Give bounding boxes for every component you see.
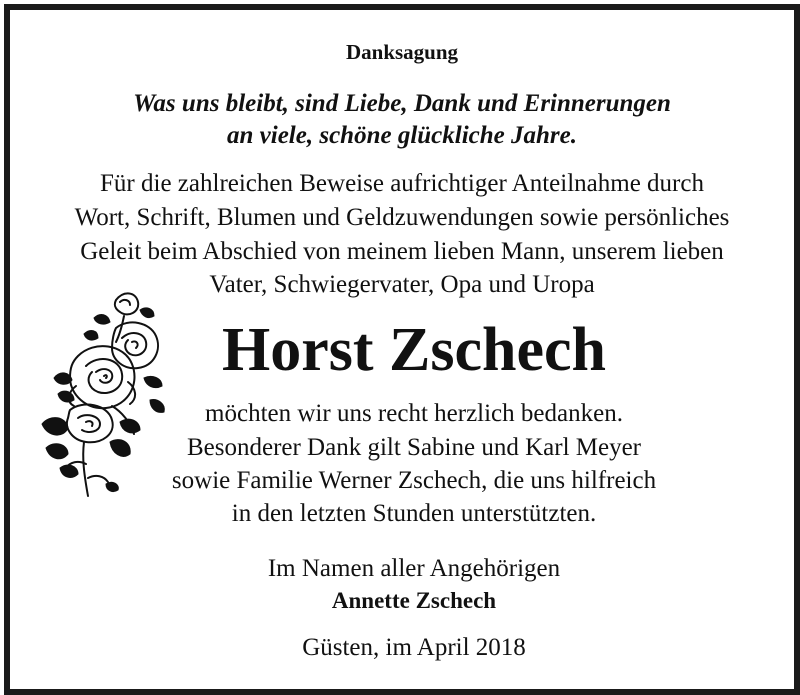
intro-line-4: Vater, Schwiegervater, Opa und Uropa <box>209 271 595 298</box>
place-date: Güsten, im April 2018 <box>302 634 526 661</box>
notice-heading: Danksagung <box>345 40 459 64</box>
motto-line-1: Was uns bleibt, sind Liebe, Dank und Erinnerungen <box>133 90 671 117</box>
thanks-line-4: in den letzten Stunden unterstützten. <box>231 500 597 527</box>
intro-line-3: Geleit beim Abschied von meinem lieben Mann, unserem lieben <box>80 238 724 265</box>
intro-line-2: Wort, Schrift, Blumen und Geldzuwendungen sowie persönliches <box>74 204 730 231</box>
motto-line-2: an viele, schöne glückliche Jahre. <box>227 122 577 149</box>
thanks-line-1: möchten wir uns recht herzlich bedanken. <box>205 400 623 427</box>
rose-icon <box>24 282 184 504</box>
signatory-name: Annette Zschech <box>331 588 497 613</box>
deceased-name: Horst Zschech <box>221 316 607 384</box>
on-behalf-line: Im Namen aller Angehörigen <box>267 555 561 582</box>
intro-line-1: Für die zahlreichen Beweise aufrichtiger Anteilnahme durch <box>100 170 704 197</box>
thanks-line-2: Besonderer Dank gilt Sabine und Karl Meyer <box>186 434 642 461</box>
thanks-line-3: sowie Familie Werner Zschech, die uns hilfreich <box>171 467 657 494</box>
obituary-notice <box>4 4 800 695</box>
